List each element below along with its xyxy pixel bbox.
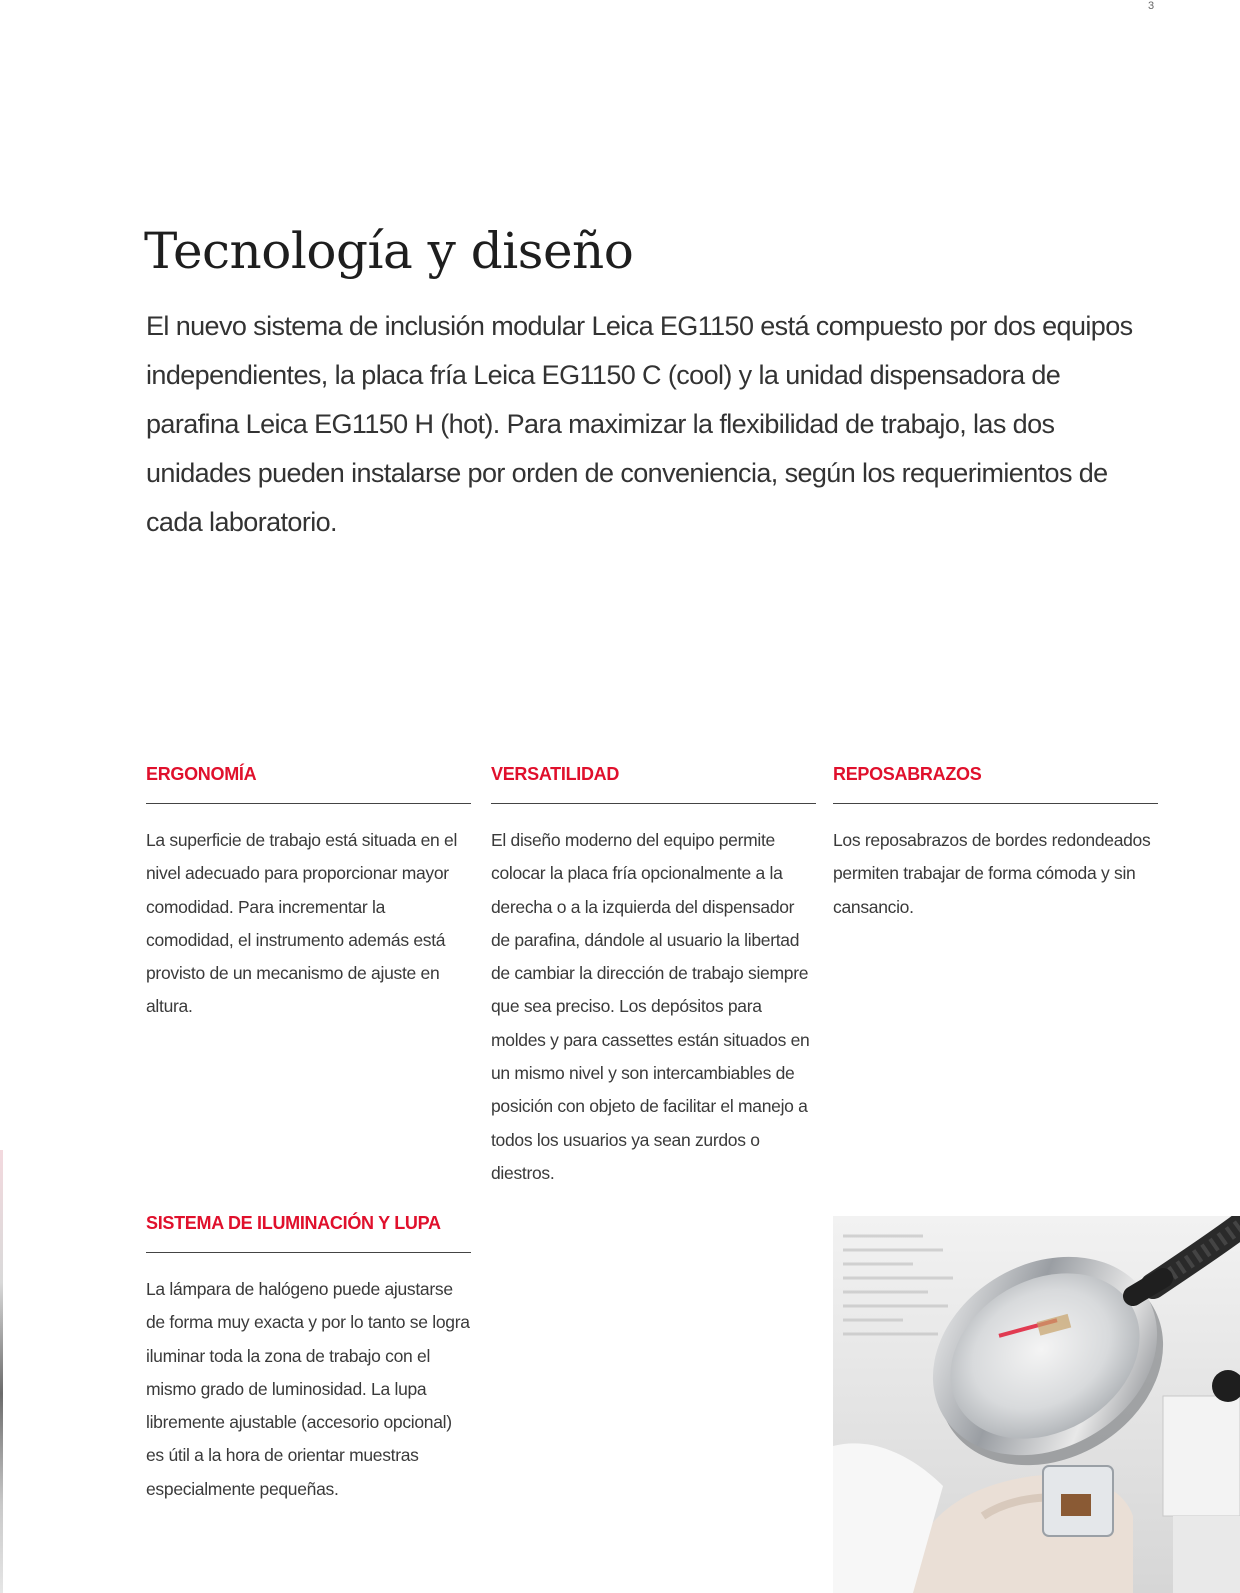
section-divider bbox=[146, 803, 471, 804]
section-reposabrazos bbox=[833, 757, 1158, 924]
magnifier-photo bbox=[833, 1216, 1240, 1593]
section-versatilidad bbox=[491, 757, 816, 1190]
page-title: Tecnología y diseño bbox=[144, 222, 634, 280]
section-divider bbox=[491, 803, 816, 804]
section-divider bbox=[146, 1252, 471, 1253]
section-divider bbox=[833, 803, 1158, 804]
intro-paragraph: El nuevo sistema de inclusión modular Leica EG1150 está compuesto por dos equipos independientes, la placa fría Leica EG1150 C (cool) y la unidad dispensadora de parafina Leica EG1150 H (hot). Para maximizar la flexibilidad de trabajo, las dos unidades pueden instalarse por orden de conveniencia, según los requerimientos de cada laboratorio. bbox=[146, 311, 1133, 537]
section-body: Los reposabrazos de bordes redondeados permiten trabajar de forma cómoda y sin cansancio. bbox=[833, 830, 1151, 917]
section-heading: VERSATILIDAD bbox=[491, 764, 620, 784]
magnifier-illustration bbox=[833, 1216, 1240, 1593]
section-iluminacion-lupa bbox=[146, 1206, 471, 1506]
section-body: La lámpara de halógeno puede ajustarse de forma muy exacta y por lo tanto se logra iluminar toda la zona de trabajo con el mismo grado de luminosidad. La lupa libremente ajustable (accesorio opcional) es útil a la hora de orientar muestras especialmente pequeñas. bbox=[146, 1279, 470, 1499]
section-body: La superficie de trabajo está situada en el nivel adecuado para proporcionar mayor comodidad. Para incrementar la comodidad, el instrumento además está provisto de un mecanismo de ajuste en altura. bbox=[146, 830, 458, 1017]
page-number: 3 bbox=[1148, 0, 1155, 12]
edge-image-strip bbox=[0, 1150, 3, 1593]
section-heading: SISTEMA DE ILUMINACIÓN Y LUPA bbox=[146, 1213, 441, 1233]
section-heading: ERGONOMÍA bbox=[146, 764, 257, 784]
section-ergonomia bbox=[146, 757, 471, 1024]
section-heading: REPOSABRAZOS bbox=[833, 764, 982, 784]
section-body: El diseño moderno del equipo permite colocar la placa fría opcionalmente a la derecha o a la izquierda del dispensador de parafina, dándole al usuario la libertad de cambiar la dirección de trabajo siempre que sea preciso. Los depósitos para moldes y para cassettes están situados en un mismo nivel y son intercambiables de posición con objeto de facilitar el manejo a todos los usuarios ya sean zurdos o diestros. bbox=[491, 830, 810, 1183]
